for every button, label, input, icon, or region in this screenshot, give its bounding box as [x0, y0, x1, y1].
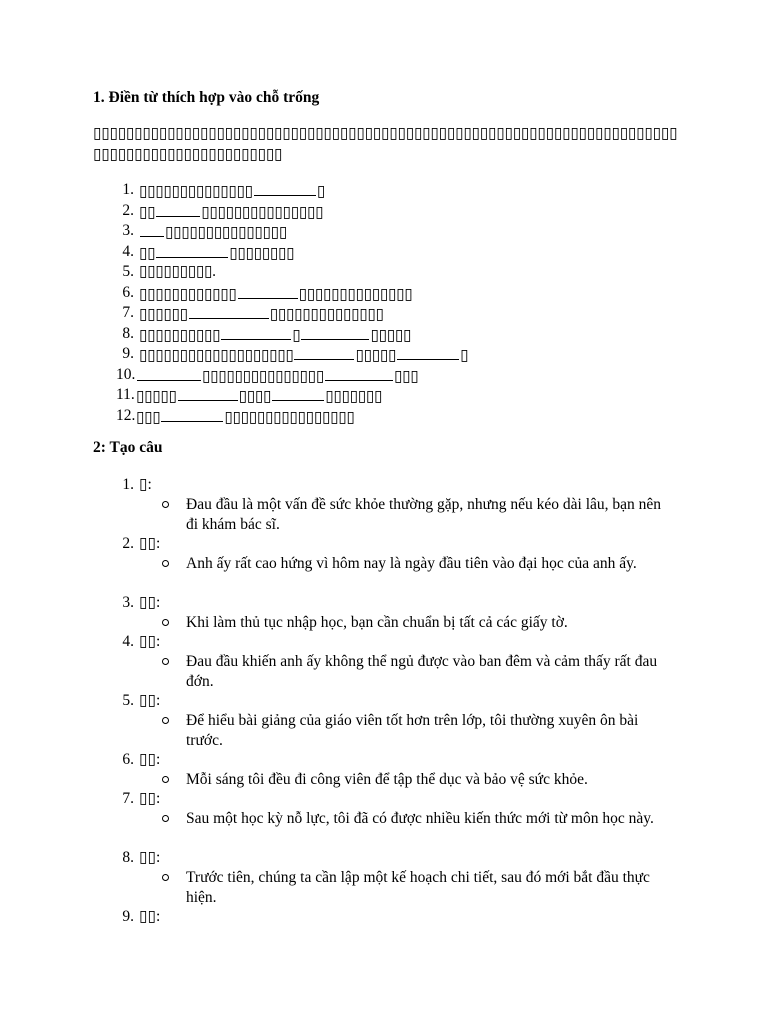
- item-number: 6.: [122, 751, 134, 768]
- text-part: ▯▯▯▯▯▯▯▯▯▯▯▯▯▯: [298, 286, 413, 303]
- item-number: 3.: [122, 222, 134, 239]
- item-text: [136, 385, 382, 407]
- circle-bullet-icon: [162, 619, 169, 626]
- text-part: ▯▯▯▯▯▯▯▯▯▯: [139, 327, 221, 344]
- item-text: [139, 283, 412, 305]
- item-number: 10.: [116, 366, 136, 383]
- item-number: 5.: [122, 692, 134, 709]
- item-text: [139, 344, 468, 366]
- item-number: 1.: [122, 476, 134, 493]
- section1-instructions: ▯▯▯▯▯▯▯▯▯▯▯▯▯▯▯▯▯▯▯▯▯▯▯▯▯▯▯▯▯▯▯▯▯▯▯▯▯▯▯▯▯▯▯▯▯▯▯▯▯▯▯▯▯▯▯▯▯▯▯▯▯▯▯▯▯▯▯▯▯▯▯▯▯▯▯▯▯▯▯▯▯▯▯▯▯▯▯▯▯▯▯▯▯▯: [93, 125, 678, 163]
- text-part: ▯▯▯: [136, 409, 161, 426]
- item-number: 2.: [122, 535, 134, 552]
- answer-blank[interactable]: [301, 324, 369, 340]
- answer-blank[interactable]: [294, 344, 354, 360]
- example-sentence: Đau đầu khiến anh ấy không thể ngủ được vào ban đêm và cảm thấy rất đau đớn.: [186, 653, 658, 690]
- text-part: ▯▯▯▯▯▯▯▯▯▯▯▯▯▯▯: [165, 224, 287, 241]
- item-text: [139, 180, 325, 202]
- text-part: ▯▯▯: [393, 368, 419, 385]
- item-number: 1.: [122, 181, 134, 198]
- item-text: [136, 365, 418, 387]
- text-part: ▯: [460, 347, 469, 364]
- text-part: ▯▯▯▯▯▯▯▯▯▯▯▯▯▯: [139, 183, 253, 200]
- text-part: ▯▯: [139, 204, 156, 221]
- example-sentence: Sau một học kỳ nỗ lực, tôi đã có được nhiều kiến thức mới từ môn học này.: [186, 810, 654, 827]
- text-part: ▯▯▯▯▯▯▯▯▯▯▯▯▯▯▯: [201, 204, 324, 221]
- example-sentence: Để hiểu bài giảng của giáo viên tốt hơn trên lớp, tôi thường xuyên ôn bài trước.: [186, 712, 639, 749]
- vocab-word: ▯▯:: [139, 692, 161, 709]
- item-number: 6.: [122, 284, 134, 301]
- text-part: ▯▯▯▯▯▯: [139, 306, 188, 323]
- item-number: 4.: [122, 243, 134, 260]
- item-number: 2.: [122, 202, 134, 219]
- answer-blank[interactable]: [325, 365, 393, 381]
- circle-bullet-icon: [162, 501, 169, 508]
- text-part: ▯▯: [139, 245, 156, 262]
- circle-bullet-icon: [162, 874, 169, 881]
- vocab-word: ▯▯:: [139, 594, 161, 611]
- circle-bullet-icon: [162, 560, 169, 567]
- answer-blank[interactable]: [189, 303, 269, 319]
- answer-blank[interactable]: [137, 365, 201, 381]
- section1-title: 1. Điền từ thích hợp vào chỗ trống: [93, 89, 320, 106]
- example-sentence: Trước tiên, chúng ta cần lập một kế hoạch chi tiết, sau đó mới bắt đầu thực hiện.: [186, 869, 650, 906]
- text-part: ▯▯▯▯▯▯▯▯▯▯▯▯▯▯▯▯: [224, 409, 355, 426]
- text-part: ▯▯▯▯▯▯▯▯▯▯▯▯▯▯: [269, 306, 384, 323]
- item-number: 8.: [122, 849, 134, 866]
- item-number: 7.: [122, 790, 134, 807]
- answer-blank[interactable]: [221, 324, 291, 340]
- item-text: [136, 406, 354, 428]
- answer-blank[interactable]: [156, 242, 228, 258]
- item-text: [139, 262, 216, 282]
- item-text: [139, 303, 384, 325]
- item-number: 8.: [122, 325, 134, 342]
- text-part: ▯: [316, 183, 325, 200]
- item-number: 5.: [122, 263, 134, 280]
- text-part: ▯▯▯▯▯▯▯▯: [229, 245, 295, 262]
- item-text: [139, 324, 411, 346]
- text-part: ▯▯▯▯▯▯▯: [325, 388, 383, 405]
- circle-bullet-icon: [162, 815, 169, 822]
- circle-bullet-icon: [162, 658, 169, 665]
- answer-blank[interactable]: [254, 180, 316, 196]
- section2-title: 2: Tạo câu: [93, 439, 163, 456]
- item-number: 9.: [122, 345, 134, 362]
- item-number: 4.: [122, 633, 134, 650]
- example-sentence: Anh ấy rất cao hứng vì hôm nay là ngày đầu tiên vào đại học của anh ấy.: [186, 555, 637, 572]
- answer-blank[interactable]: [397, 344, 459, 360]
- text-part: ▯▯▯▯▯: [370, 327, 412, 344]
- text-part: ▯▯▯▯: [238, 388, 272, 405]
- item-text: [139, 201, 323, 223]
- circle-bullet-icon: [162, 717, 169, 724]
- text-part: ▯▯▯▯▯▯▯▯▯▯▯▯: [139, 286, 237, 303]
- item-text: [139, 221, 287, 243]
- item-number: 3.: [122, 594, 134, 611]
- example-sentence: Mỗi sáng tôi đều đi công viên để tập thể dục và bảo vệ sức khỏe.: [186, 771, 588, 788]
- answer-blank[interactable]: [140, 221, 164, 237]
- vocab-word: ▯▯:: [139, 751, 161, 768]
- circle-bullet-icon: [162, 776, 169, 783]
- item-number: 7.: [122, 304, 134, 321]
- text-part: ▯▯▯▯▯▯▯▯▯.: [139, 263, 216, 280]
- item-text: [139, 242, 294, 264]
- item-number: 12.: [116, 407, 136, 424]
- vocab-word: ▯:: [139, 476, 152, 493]
- example-sentence: Khi làm thủ tục nhập học, bạn cần chuẩn bị tất cả các giấy tờ.: [186, 614, 568, 631]
- text-part: ▯: [292, 327, 301, 344]
- item-number: 11.: [116, 386, 135, 403]
- text-part: ▯▯▯▯▯: [355, 347, 397, 364]
- answer-blank[interactable]: [156, 201, 200, 217]
- vocab-word: ▯▯:: [139, 849, 161, 866]
- vocab-word: ▯▯:: [139, 908, 161, 925]
- text-part: ▯▯▯▯▯▯▯▯▯▯▯▯▯▯▯▯▯▯▯: [139, 347, 294, 364]
- answer-blank[interactable]: [238, 283, 298, 299]
- answer-blank[interactable]: [178, 385, 238, 401]
- answer-blank[interactable]: [161, 406, 223, 422]
- text-part: ▯▯▯▯▯: [136, 388, 177, 405]
- answer-blank[interactable]: [272, 385, 324, 401]
- example-sentence: Đau đầu là một vấn đề sức khỏe thường gặp, nhưng nếu kéo dài lâu, bạn nên đi khám bác sĩ.: [186, 496, 662, 533]
- vocab-word: ▯▯:: [139, 535, 161, 552]
- item-number: 9.: [122, 908, 134, 925]
- text-part: ▯▯▯▯▯▯▯▯▯▯▯▯▯▯▯: [202, 368, 324, 385]
- vocab-word: ▯▯:: [139, 790, 161, 807]
- vocab-word: ▯▯:: [139, 633, 161, 650]
